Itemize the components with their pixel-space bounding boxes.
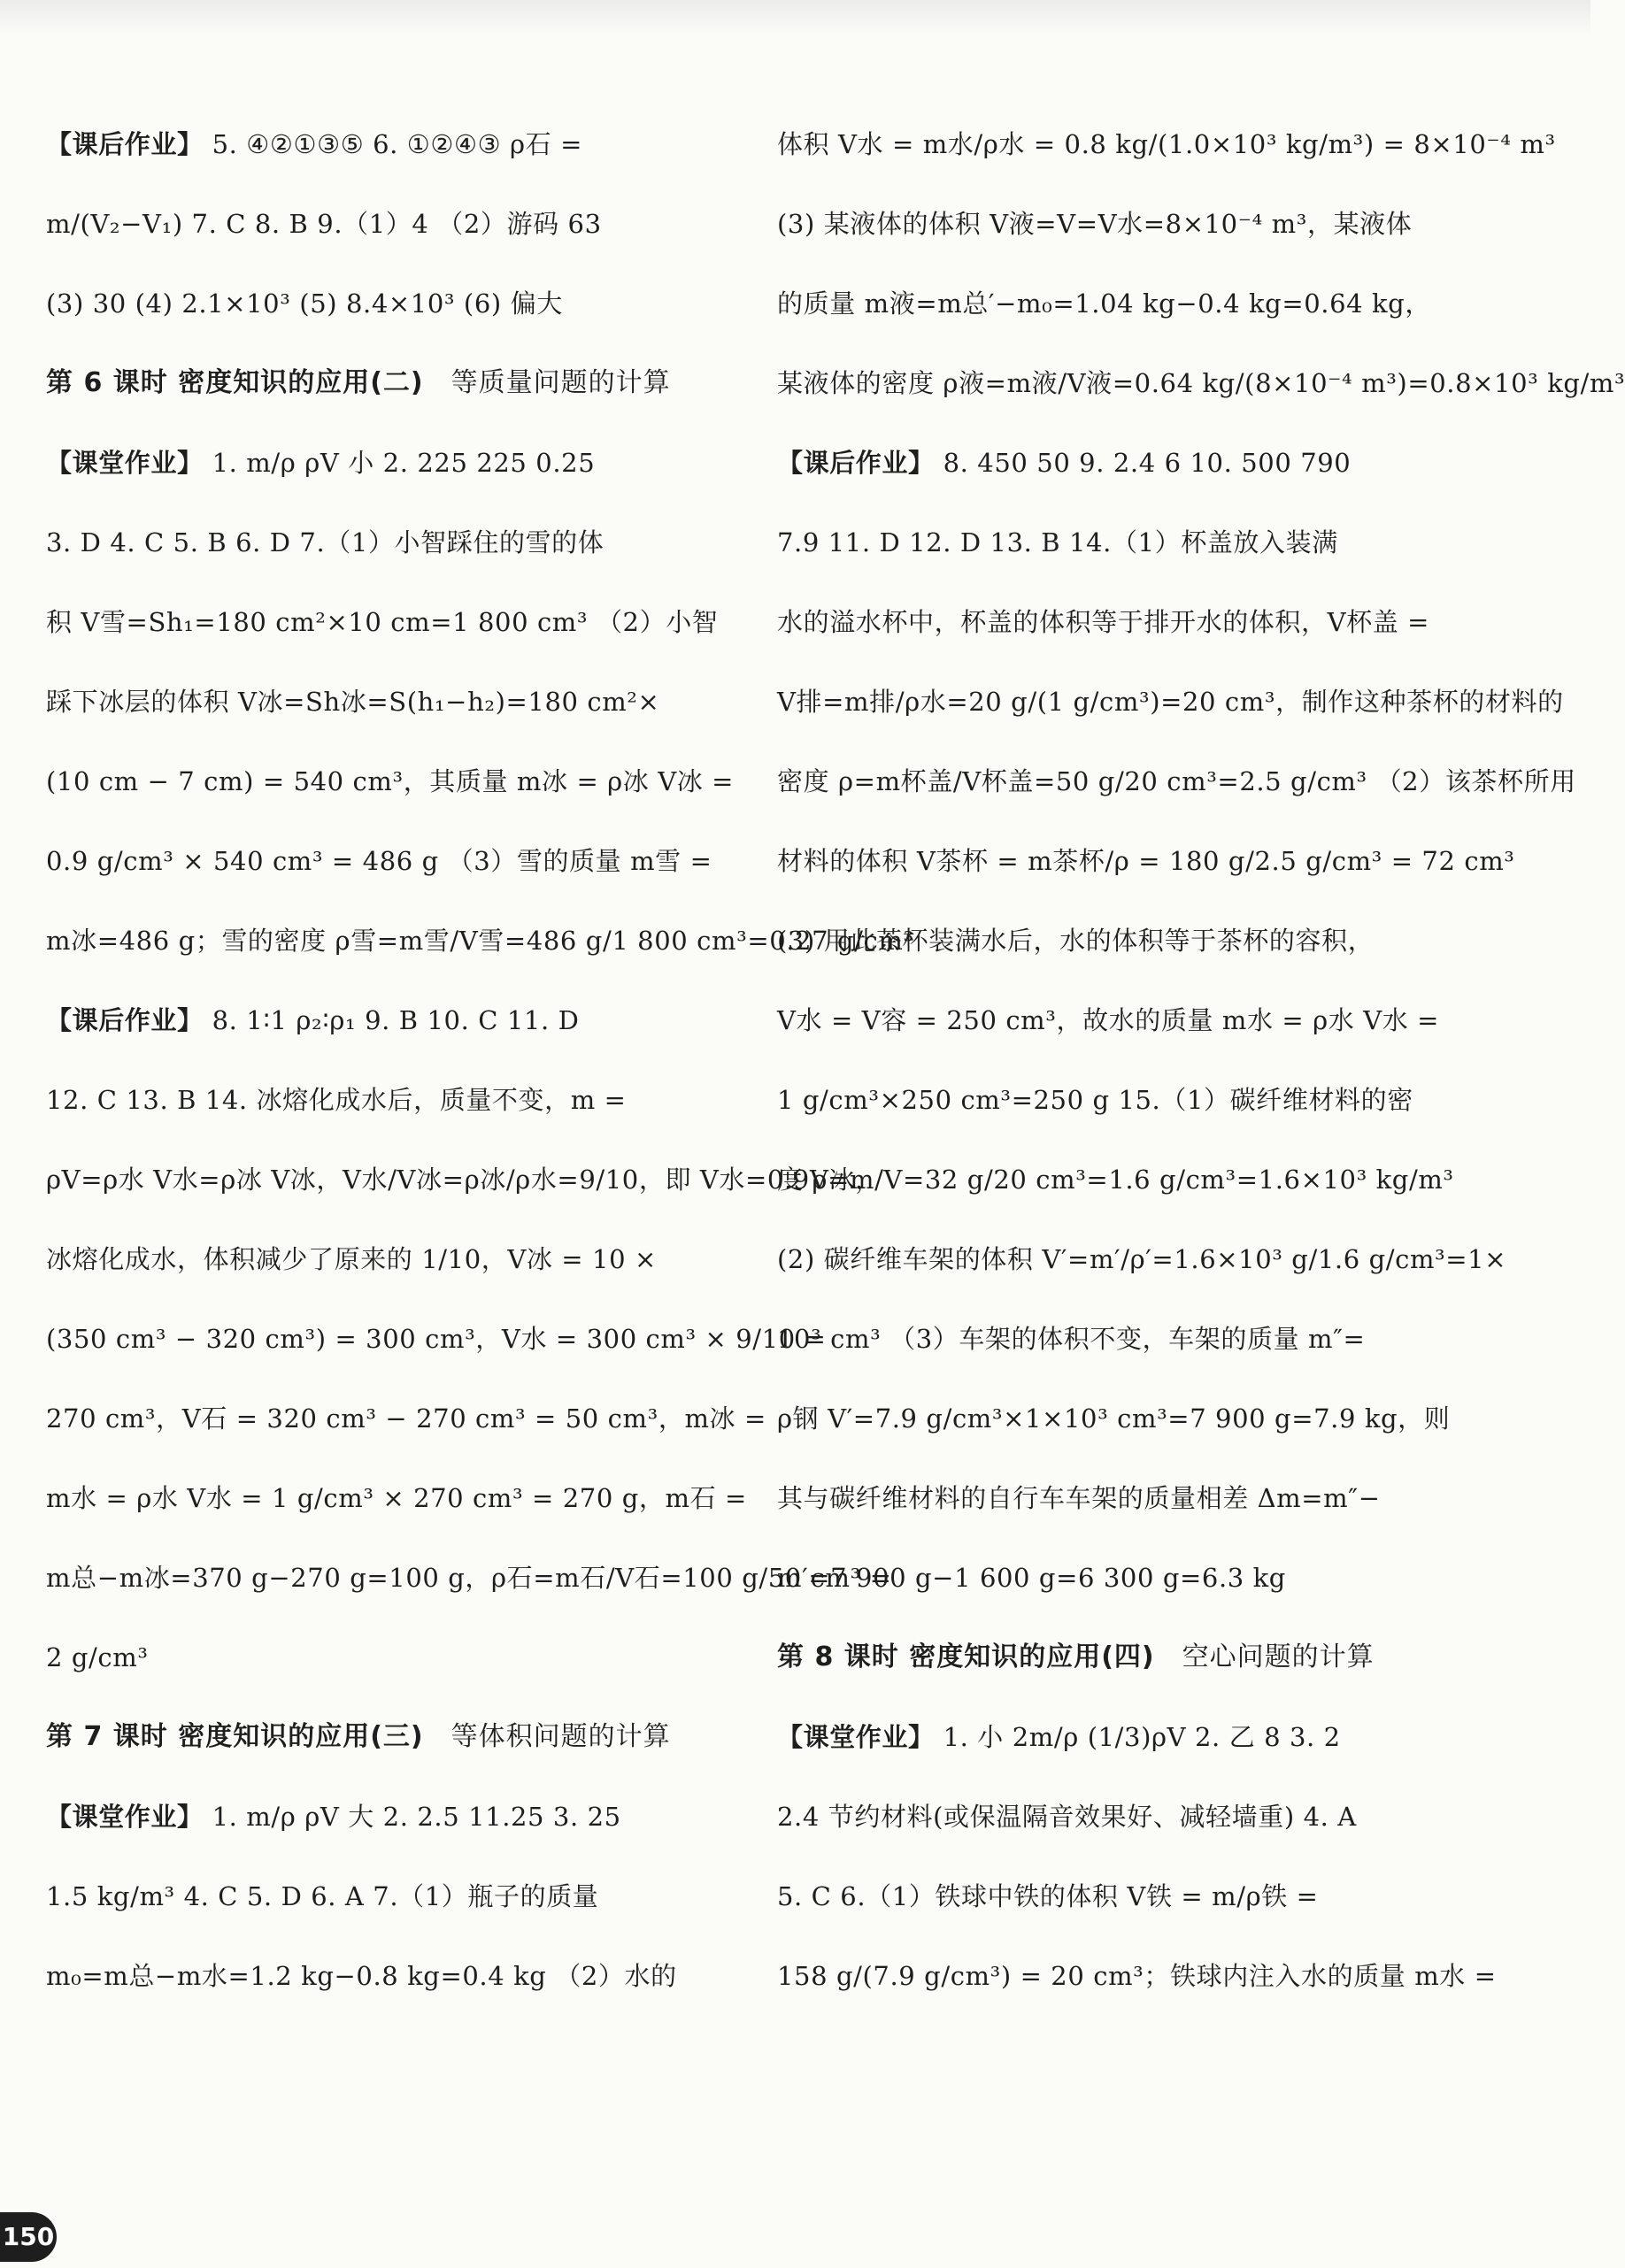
answer-text: m′=7 900 g−1 600 g=6 300 g=6.3 kg	[777, 1563, 1286, 1593]
answer-text: 158 g/(7.9 g/cm³) = 20 cm³；铁球内注入水的质量 m水 =	[777, 1961, 1497, 1991]
section-tag: 【课后作业】	[46, 129, 204, 159]
answer-text: 度 ρ=m/V=32 g/20 cm³=1.6 g/cm³=1.6×10³ kg/m³	[777, 1165, 1454, 1195]
answer-text: 5. C 6.（1）铁球中铁的体积 V铁 = m/ρ铁 =	[777, 1881, 1319, 1911]
answer-text: (10 cm − 7 cm) = 540 cm³，其质量 m冰 = ρ冰 V冰 =	[46, 766, 735, 796]
answer-text: 7.9 11. D 12. D 13. B 14.（1）杯盖放入装满	[777, 527, 1338, 557]
answer-text: (3) 用此茶杯装满水后，水的体积等于茶杯的容积，	[777, 926, 1375, 956]
answer-line	[46, 1936, 745, 2016]
answer-text: 材料的体积 V茶杯 = m茶杯/ρ = 180 g/2.5 g/cm³ = 72 cm³	[777, 846, 1515, 876]
answer-text: 8. 1∶1 ρ₂∶ρ₁ 9. B 10. C 11. D	[212, 1005, 580, 1035]
answer-line	[777, 742, 1576, 821]
section-tag: 【课后作业】	[777, 448, 935, 478]
answer-text: 0.9 g/cm³ × 540 cm³ = 486 g （3）雪的质量 m雪 =	[46, 846, 712, 876]
answer-line	[777, 582, 1476, 662]
answer-text: (350 cm³ − 320 cm³) = 300 cm³，V水 = 300 cm³ × 9/10 =	[46, 1324, 827, 1354]
answer-line	[777, 1299, 1476, 1379]
answer-line	[777, 1379, 1476, 1458]
lesson-heading	[46, 343, 745, 423]
answer-text: m总−m冰=370 g−270 g=100 g，ρ石=m石/V石=100 g/50 cm³ =	[46, 1563, 892, 1593]
lesson-heading	[46, 1697, 745, 1777]
answer-text: m₀=m总−m水=1.2 kg−0.8 kg=0.4 kg （2）水的	[46, 1961, 677, 1991]
answer-text: 2.4 节约材料(或保温隔音效果好、减轻墙重) 4. A	[777, 1802, 1357, 1832]
lesson-title: 第 7 课时 密度知识的应用(三)	[46, 1721, 424, 1752]
answer-line	[777, 1697, 1476, 1777]
answer-line	[46, 1618, 745, 1697]
answer-line	[777, 503, 1476, 582]
answer-line	[46, 503, 745, 582]
answer-text: 1. m/ρ ρV 大 2. 2.5 11.25 3. 25	[212, 1802, 621, 1832]
section-tag: 【课堂作业】	[777, 1722, 935, 1752]
answer-line	[46, 1140, 882, 1219]
answer-text: 1 g/cm³×250 cm³=250 g 15.（1）碳纤维材料的密	[777, 1085, 1413, 1115]
answer-line	[777, 423, 1476, 503]
answer-line	[777, 1140, 1476, 1219]
section-tag: 【课堂作业】	[46, 448, 204, 478]
answer-line	[46, 423, 745, 503]
answer-text: ρV=ρ水 V水=ρ冰 V冰，V水/V冰=ρ冰/ρ水=9/10，即 V水=0.9V冰，	[46, 1165, 882, 1195]
left-column	[46, 104, 914, 2016]
answer-line	[46, 184, 745, 264]
answer-line	[46, 980, 745, 1060]
top-shadow	[0, 0, 1590, 35]
answer-line	[46, 1219, 745, 1299]
answer-line	[46, 742, 745, 821]
page-number: 150	[0, 2212, 57, 2262]
answer-line	[777, 901, 1476, 980]
answer-text: m水 = ρ水 V水 = 1 g/cm³ × 270 cm³ = 270 g，m石 =	[46, 1483, 747, 1513]
answer-line	[46, 1379, 766, 1458]
answer-line	[777, 184, 1476, 264]
answer-line	[46, 104, 745, 184]
answer-line	[777, 1857, 1476, 1936]
answer-text: 踩下冰层的体积 V冰=Sh冰=S(h₁−h₂)=180 cm²×	[46, 687, 660, 717]
answer-line	[46, 1060, 745, 1140]
answer-line	[46, 662, 745, 742]
answer-line	[46, 1538, 892, 1618]
answer-text: 密度 ρ=m杯盖/V杯盖=50 g/20 cm³=2.5 g/cm³ （2）该茶杯所用	[777, 766, 1576, 796]
answer-text: 积 V雪=Sh₁=180 cm²×10 cm=1 800 cm³ （2）小智	[46, 607, 719, 637]
answer-text: m冰=486 g；雪的密度 ρ雪=m雪/V雪=486 g/1 800 cm³=0.27 g/cm³	[46, 926, 914, 956]
lesson-subtitle: 等质量问题的计算	[451, 367, 671, 398]
answer-line	[46, 1458, 745, 1538]
answer-line	[46, 582, 745, 662]
answer-text: 的质量 m液=m总′−m₀=1.04 kg−0.4 kg=0.64 kg，	[777, 288, 1431, 319]
answer-text: 水的溢水杯中，杯盖的体积等于排开水的体积，V杯盖 =	[777, 607, 1430, 637]
answer-text: (2) 碳纤维车架的体积 V′=m′/ρ′=1.6×10³ g/1.6 g/cm³=1×	[777, 1244, 1507, 1274]
answer-line	[777, 821, 1515, 901]
answer-line	[46, 1777, 745, 1857]
answer-line	[777, 1538, 1476, 1618]
answer-line	[777, 1777, 1476, 1857]
answer-text: 12. C 13. B 14. 冰熔化成水后，质量不变，m =	[46, 1085, 627, 1115]
answer-text: 10³ cm³ （3）车架的体积不变，车架的质量 m″=	[777, 1324, 1366, 1354]
section-tag: 【课后作业】	[46, 1005, 204, 1035]
lesson-subtitle: 空心问题的计算	[1182, 1641, 1375, 1672]
answer-line	[777, 1060, 1476, 1140]
answer-text: 3. D 4. C 5. B 6. D 7.（1）小智踩住的雪的体	[46, 527, 605, 557]
answer-line	[46, 901, 914, 980]
answer-line	[46, 264, 745, 343]
answer-line	[46, 821, 745, 901]
lesson-title: 第 6 课时 密度知识的应用(二)	[46, 367, 424, 398]
answer-line	[777, 104, 1556, 184]
lesson-title: 第 8 课时 密度知识的应用(四)	[777, 1641, 1155, 1672]
answer-line	[777, 343, 1625, 423]
answer-text: ρ钢 V′=7.9 g/cm³×1×10³ cm³=7 900 g=7.9 kg，则	[777, 1403, 1451, 1434]
answer-text: (3) 某液体的体积 V液=V=V水=8×10⁻⁴ m³，某液体	[777, 209, 1413, 239]
answer-text: 体积 V水 = m水/ρ水 = 0.8 kg/(1.0×10³ kg/m³) = 8×10⁻⁴ m³	[777, 129, 1556, 159]
answer-text: 8. 450 50 9. 2.4 6 10. 500 790	[943, 448, 1352, 478]
answer-text: 1.5 kg/m³ 4. C 5. D 6. A 7.（1）瓶子的质量	[46, 1881, 599, 1911]
answer-text: 1. 小 2m/ρ (1/3)ρV 2. 乙 8 3. 2	[943, 1722, 1341, 1752]
answer-text: (3) 30 (4) 2.1×10³ (5) 8.4×10³ (6) 偏大	[46, 288, 563, 319]
answer-line	[777, 1219, 1507, 1299]
answer-text: 1. m/ρ ρV 小 2. 225 225 0.25	[212, 448, 596, 478]
answer-text: V水 = V容 = 250 cm³，故水的质量 m水 = ρ水 V水 =	[777, 1005, 1440, 1035]
answer-line	[777, 1936, 1497, 2016]
answer-text: 其与碳纤维材料的自行车车架的质量相差 Δm=m″−	[777, 1483, 1381, 1513]
right-column	[777, 104, 1625, 2016]
answer-text: 270 cm³，V石 = 320 cm³ − 270 cm³ = 50 cm³，m冰 =	[46, 1403, 766, 1434]
answer-text: 5. ④②①③⑤ 6. ①②④③ ρ石 =	[212, 129, 582, 159]
answer-line	[46, 1857, 745, 1936]
answer-line	[46, 1299, 827, 1379]
answer-text: m/(V₂−V₁) 7. C 8. B 9.（1）4 （2）游码 63	[46, 209, 602, 239]
lesson-heading	[777, 1618, 1476, 1697]
answer-line	[777, 1458, 1476, 1538]
answer-line	[777, 980, 1476, 1060]
lesson-subtitle: 等体积问题的计算	[451, 1721, 671, 1752]
answer-text: 2 g/cm³	[46, 1642, 149, 1672]
answer-text: 某液体的密度 ρ液=m液/V液=0.64 kg/(8×10⁻⁴ m³)=0.8×10³ kg/m³	[777, 368, 1625, 398]
section-tag: 【课堂作业】	[46, 1802, 204, 1832]
answer-line	[777, 662, 1564, 742]
answer-line	[777, 264, 1476, 343]
answer-text: V排=m排/ρ水=20 g/(1 g/cm³)=20 cm³，制作这种茶杯的材料的	[777, 687, 1564, 717]
answer-text: 冰熔化成水，体积减少了原来的 1/10，V冰 = 10 ×	[46, 1244, 657, 1274]
